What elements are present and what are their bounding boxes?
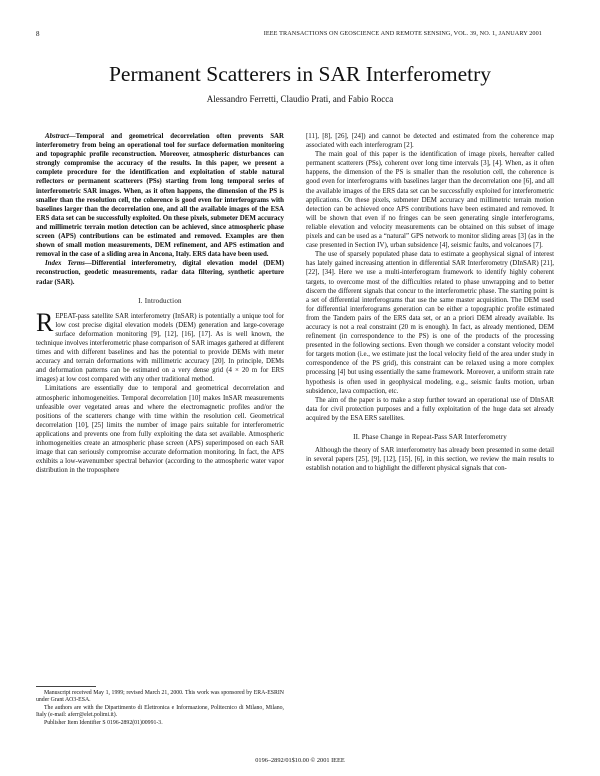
abstract-text: Temporal and geometrical decorrelation often prevents SAR interferometry from being an operational tool for surface deformation monitoring and topographic profile reconstruction. Moreover, atmospheric disturbances can strongly compromise the accuracy of the results. In this paper, we present a complete procedure for the identification and exploitation of stable natural reflectors or permanent scatterers (PSs) starting from long temporal series of interferometric SAR images. When, as it often happens, the dimension of the PS is smaller than the resolution cell, the coherence is good even for interferograms with baselines larger than the decorrelation one, and all the available images of the ESA ERS data set can be successfully exploited. On these pixels, submeter DEM accuracy and millimetric terrain motion detection can be achieved, since atmospheric phase screen (APS) contributions can be estimated and removed. Examples are then shown of small motion measurements, DEM refinement, and APS estimation and removal in the case of a sliding area in Ancona, Italy. ERS data have been used. <box>36 133 284 259</box>
index-terms <box>36 259 284 286</box>
right-paragraph-4: The aim of the paper is to make a step further toward an operational use of DInSAR data for civil protection purposes and a fully exploitation of the huge data set already acquired by the ESA ERS satellites. <box>306 396 554 422</box>
right-column <box>306 132 554 473</box>
intro-paragraph-1 <box>36 307 284 385</box>
abstract-label: Abstract— <box>45 133 76 140</box>
footnote-manuscript: Manuscript received May 1, 1999; revised March 21, 2000. This work was sponsored by ERA-ESRIN under Grant AO3-ESA. <box>36 690 284 704</box>
section-heading-introduction: I. Introduction <box>138 296 182 305</box>
footnotes <box>36 690 284 727</box>
abstract <box>36 132 284 259</box>
index-terms-text: Differential interferometry, digital elevation model (DEM) reconstruction, geodetic measurements, radar data filtering, synthetic aperture radar (SAR). <box>36 260 285 286</box>
intro-paragraph-2: Limitations are essentially due to temporal and geometrical decorrelation and atmospheric inhomogeneities. Temporal decorrelation [10] makes InSAR measurements unfeasible over vegetated areas and where the electromagnetic profiles and/or the positions of the scatterers change with time within the resolution cell. Geometrical decorrelation [10], [25] limits the number of image pairs suitable for interferometric applications and prevents one from fully exploiting the data set available. Atmospheric inhomogeneities create an atmospheric phase screen (APS) superimposed on each SAR image that can seriously compromise accurate deformation monitoring. In fact, the APS exhibits a low-wavenumber spectral behavior (according to the atmospheric water vapor distribution in the troposphere <box>36 385 284 475</box>
index-terms-label: Index Terms— <box>45 260 92 268</box>
footnote-affiliation: The authors are with the Dipartimento di Elettronica e Informazione, Politecnico di Milano, Milano, Italy (e-mail: aferr@elet.polimi.it). <box>36 704 284 719</box>
section-heading-phase-change: II. Phase Change in Repeat-Pass SAR Interferometry <box>353 433 507 441</box>
drop-cap: R <box>36 307 54 337</box>
right-paragraph-3: The use of sparsely populated phase data to estimate a geophysical signal of interest has lately gained increasing attention in differential SAR Interferometry (DInSAR) [21], [22], [34]. Here we use a multi-interferogram framework to identify highly coherent targets, to overcome most of the difficulties related to phase unwrapping and to better discern the different signals that concur to the interferometric phase. The starting point is a set of differential interferograms that use the same master acquisition. The DEM used for differential interferograms generation can be either a topographic profile estimated from the Tandem pairs of the ERS data set, or an a priori DEM already available. Its accuracy is not a real constraint (20 m is enough). In fact, as already mentioned, DEM refinement (in correspondence to the PS) is one of the products of the processing presented in the following sections. Even though we consider a constant velocity model for targets motion (i.e., we estimate just the local velocity field of the area under study in correspondence of the PS grid), this constraint can be relaxed using a more complex processing [4] but using essentially the same framework. Moreover, a uniform strain rate hypothesis is often used in geophysical modeling, e.g., seismic faults motion, urban subsidence, lava compaction, etc. <box>306 251 554 395</box>
footnote-divider <box>36 686 96 687</box>
page-number: 8 <box>36 30 40 38</box>
intro-paragraph-1-text: EPEAT-pass satellite SAR interferometry (InSAR) is potentially a unique tool for low cost precise digital elevation models (DEM) generation and large-coverage surface deformation monitoring [9], [12], [16], [17]. As is well known, the technique involves interferometric phase comparison of SAR images gathered at different times and with different baselines and has the potential to provide DEMs with meter accuracy and terrain deformations with millimetric accuracy [20]. In principle, DEMs and deformation patterns can be estimated on a very dense grid (4 × 20 m for ERS images) at low cost compared with any other traditional method. <box>36 312 284 384</box>
footnote-publisher-id: Publisher Item Identifier S 0196-2892(01)00991-3. <box>44 719 163 726</box>
paper-title: Permanent Scatterers in SAR Interferometry <box>108 62 492 86</box>
right-paragraph-1: [11], [8], [26], [24]) and cannot be detected and estimated from the coherence map associated with each interferogram [2]. <box>306 133 554 150</box>
left-column <box>36 132 284 475</box>
author-list: Alessandro Ferretti, Claudio Prati, and Fabio Rocca <box>206 94 394 104</box>
copyright-line: 0196–2892/01$10.00 © 2001 IEEE <box>255 757 345 764</box>
section2-paragraph-1: Although the theory of SAR interferometry has already been presented in some detail in several papers [25], [9], [12], [15], [6], in this section, we review the main results to establish notation and to highlight the different physical signals that con- <box>306 447 554 473</box>
right-paragraph-2: The main goal of this paper is the identification of image pixels, hereafter called permanent scatterers (PSs), coherent over long time intervals [3], [4]. When, as it often happens, the dimension of the PS is smaller than the resolution cell, the coherence is good even for interferograms with baselines larger than the decorrelation one [6], and all the available images of the ERS data set can be successfully exploited for interferometric applications. On these pixels, submeter DEM accuracy and millimetric terrain motion detection can be achieved once APS contributions have been estimated and removed. It will be shown that even if no fringes can be seen generating single interferograms, reliable elevation and velocity measurements can be obtained on this subset of image pixels and can be used as a “natural” GPS network to monitor sliding areas [3] (as in the case presented in Section IV), urban subsidence [4], seismic faults, and volcanoes [7]. <box>306 151 554 250</box>
running-head: IEEE TRANSACTIONS ON GEOSCIENCE AND REMOTE SENSING, VOL. 39, NO. 1, JANUARY 2001 <box>263 30 542 37</box>
